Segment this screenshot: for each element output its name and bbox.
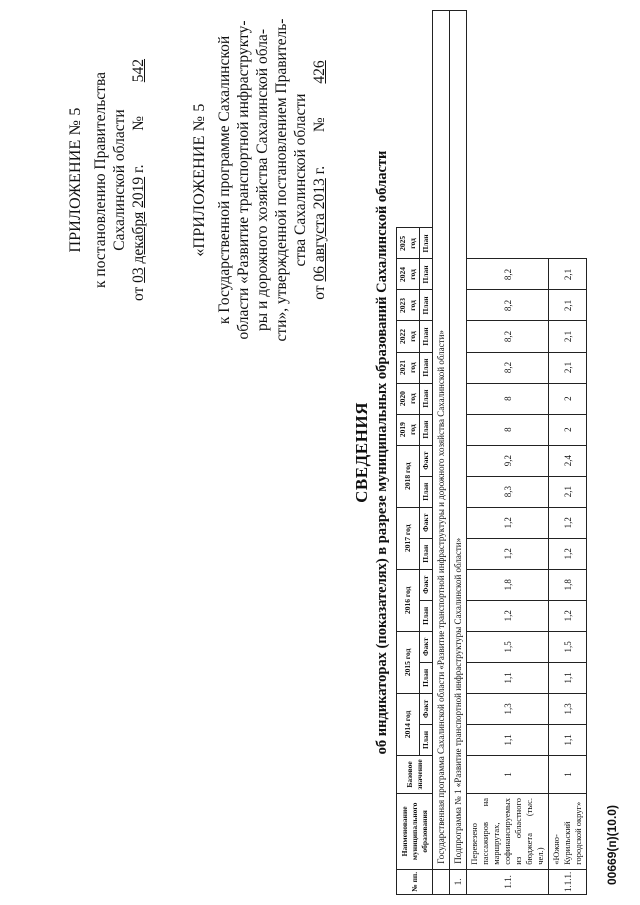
row-num: 1.1.	[467, 869, 549, 894]
header-year: 2020 год	[397, 383, 420, 414]
row-value: 2,1	[549, 321, 587, 352]
row-value: 1,8	[467, 569, 549, 600]
header-year: 2023 год	[397, 290, 420, 321]
year-suffix: г.	[130, 164, 147, 173]
row-name: Перевезено пассажиров на маршрутах, софинансируемых из областного бюджета (тыс. чел.)	[467, 793, 549, 869]
subprogram-title: Подпрограмма № 1 «Развитие транспортной инфраструктуры Сахалинской области»	[450, 11, 467, 870]
year-suffix: г.	[311, 165, 328, 175]
from-label: от	[130, 286, 147, 302]
row-name: «Южно-Курильский городской округ»	[549, 793, 587, 869]
row-value: 1,1	[467, 662, 549, 693]
row-value: 1,1	[549, 724, 587, 755]
row-value: 1,2	[549, 538, 587, 569]
row-value: 2,1	[549, 476, 587, 507]
program-date-line	[310, 15, 329, 345]
row-value: 8,2	[467, 321, 549, 352]
header-fact: Факт	[420, 693, 433, 724]
row-value: 8,2	[467, 290, 549, 321]
program-line-5: ства Сахалинской области	[292, 93, 309, 267]
header-year: 2016 год	[397, 569, 420, 631]
header-fact: Факт	[420, 445, 433, 476]
state-program-num-cell	[433, 869, 450, 894]
date-month: декабря	[130, 211, 147, 264]
date-day: 03	[130, 267, 147, 283]
row-value: 1,5	[467, 631, 549, 662]
state-program-title: Государственная программа Сахалинской области «Развитие транспортной инфраструктуры и дорожного хозяйства Сахалинской области»	[433, 11, 450, 870]
row-value: 1,3	[549, 693, 587, 724]
header-fact: Факт	[420, 631, 433, 662]
row-base: 1	[549, 755, 587, 793]
appendix-header-program	[190, 15, 329, 345]
row-value: 9,2	[467, 445, 549, 476]
header-num: № пп.	[397, 869, 433, 894]
header-plan: План	[420, 476, 433, 507]
date-year: 2019	[130, 176, 147, 208]
document-code: 00669(п)(10.0)	[605, 805, 619, 885]
header-name: Наименование муниципального образования	[397, 793, 433, 869]
appendix-header-decree	[66, 15, 148, 345]
row-value: 1,8	[549, 569, 587, 600]
row-value: 2,1	[549, 259, 587, 290]
row-value: 1,1	[549, 662, 587, 693]
header-plan: План	[420, 321, 433, 352]
row-value: 1,2	[549, 600, 587, 631]
header-year: 2022 год	[397, 321, 420, 352]
heading-subtitle: об индикаторах (показателях) в разрезе муниципальных образований Сахалинской области	[374, 150, 390, 755]
decree-line-1: к постановлению Правительства	[92, 72, 109, 288]
header-year: 2025 год	[397, 228, 420, 259]
from-label: от	[311, 285, 328, 300]
row-base: 1	[467, 755, 549, 793]
row-value: 2	[549, 414, 587, 445]
document-heading	[352, 0, 391, 905]
header-fact: Факт	[420, 507, 433, 538]
number-label: №	[311, 117, 328, 133]
row-value: 8,3	[467, 476, 549, 507]
row-value: 8,2	[467, 259, 549, 290]
row-value: 8	[467, 414, 549, 445]
number-label: №	[130, 115, 147, 131]
header-base: Базовое значение	[397, 755, 433, 793]
row-value: 2,4	[549, 445, 587, 476]
header-year: 2017 год	[397, 507, 420, 569]
header-plan: План	[420, 724, 433, 755]
header-plan: План	[420, 228, 433, 259]
header-plan: План	[420, 662, 433, 693]
row-value: 8	[467, 383, 549, 414]
row-num: 1.1.1.	[549, 869, 587, 894]
header-year: 2024 год	[397, 259, 420, 290]
row-value: 1,1	[467, 724, 549, 755]
decree-date-line	[129, 15, 148, 345]
table-row	[549, 11, 587, 895]
header-year: 2018 год	[397, 445, 420, 507]
program-line-4: сти», утвержденной постановлением Правитель-	[273, 18, 290, 342]
header-plan: План	[420, 259, 433, 290]
row-value: 1,2	[467, 538, 549, 569]
program-appendix-title: «ПРИЛОЖЕНИЕ № 5	[191, 103, 208, 257]
row-value: 1,3	[467, 693, 549, 724]
header-year: 2014 год	[397, 693, 420, 755]
header-year: 2019 год	[397, 414, 420, 445]
row-value: 1,5	[549, 631, 587, 662]
row-value: 8,2	[467, 352, 549, 383]
header-fact: Факт	[420, 569, 433, 600]
program-line-2: области «Развитие транспортной инфраструкту-	[235, 20, 252, 340]
row-value: 2,1	[549, 352, 587, 383]
table-row	[467, 11, 549, 895]
row-value: 1,2	[549, 507, 587, 538]
indicators-table	[396, 10, 587, 895]
program-line-1: к Государственной программе Сахалинской	[216, 35, 233, 325]
header-year: 2021 год	[397, 352, 420, 383]
table-header-row-years	[397, 11, 420, 895]
header-plan: План	[420, 352, 433, 383]
row-value: 1,2	[467, 600, 549, 631]
program-number: 426	[311, 60, 328, 84]
header-plan: План	[420, 383, 433, 414]
subprogram-row	[450, 11, 467, 895]
row-value: 1,2	[467, 507, 549, 538]
header-plan: План	[420, 600, 433, 631]
subprogram-num: 1.	[450, 869, 467, 894]
appendix-title: ПРИЛОЖЕНИЕ № 5	[67, 107, 84, 253]
program-date: 06 августа 2013	[311, 178, 328, 282]
decree-number: 542	[130, 58, 147, 83]
heading-title: СВЕДЕНИЯ	[352, 402, 371, 503]
header-year: 2015 год	[397, 631, 420, 693]
state-program-row	[433, 11, 450, 895]
header-plan: План	[420, 290, 433, 321]
header-plan: План	[420, 538, 433, 569]
program-line-3: ры и дорожного хозяйства Сахалинской обла-	[254, 29, 271, 331]
decree-line-2: Сахалинской области	[111, 109, 128, 251]
row-value: 2	[549, 383, 587, 414]
header-plan: План	[420, 414, 433, 445]
row-value: 2,1	[549, 290, 587, 321]
